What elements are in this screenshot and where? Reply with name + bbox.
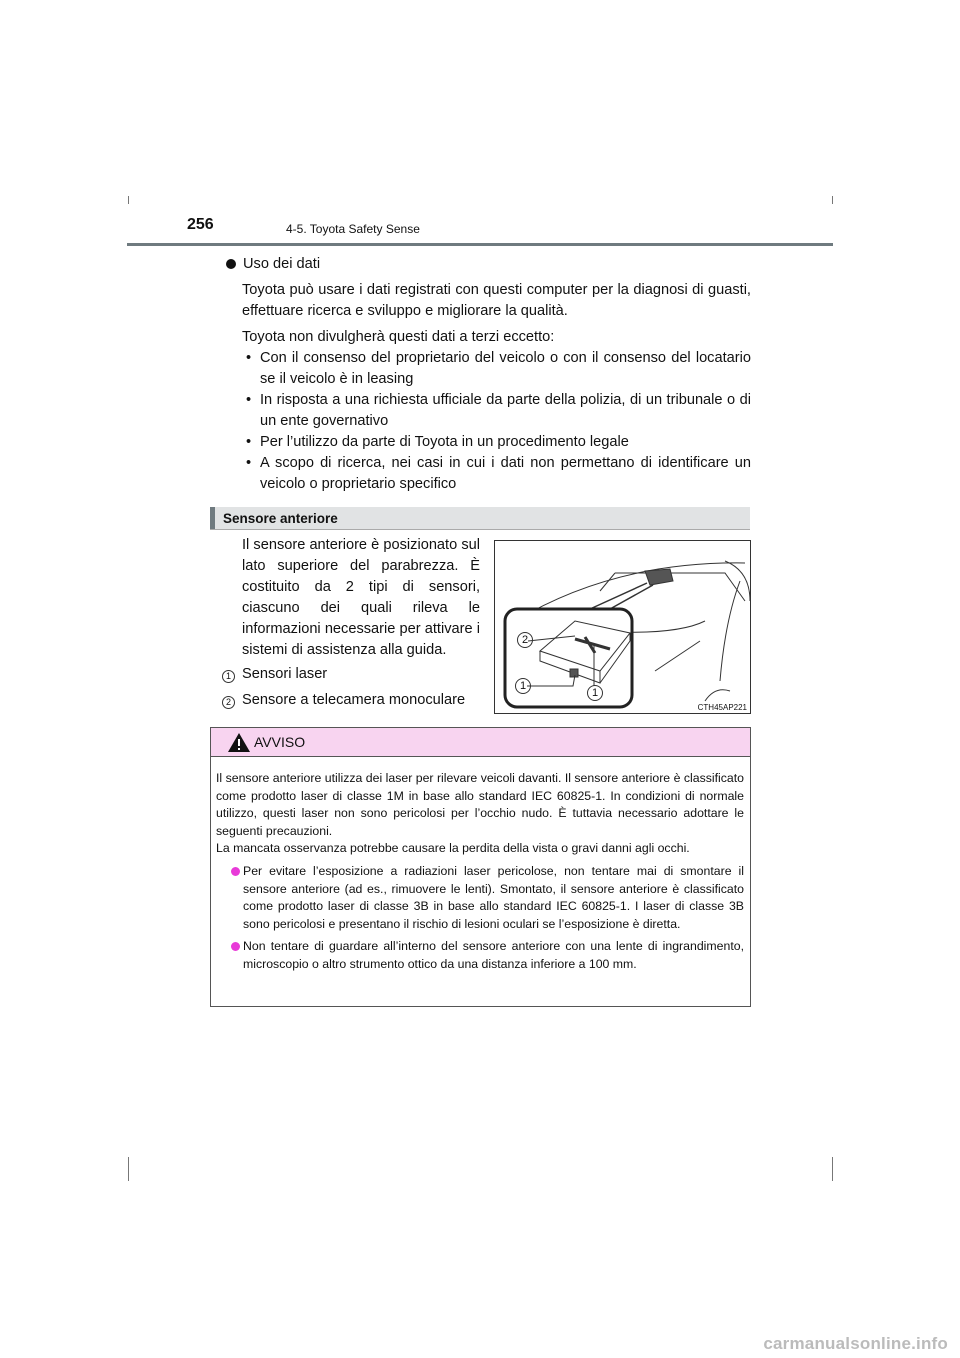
section-heading-text: Sensore anteriore xyxy=(223,511,338,526)
list-item: • A scopo di ricerca, nei casi in cui i dati non permettano di identificare un veicolo o proprietario specifico xyxy=(242,453,751,495)
list-item: • In risposta a una richiesta ufficiale da parte della polizia, di un tribunale o di un ente governativo xyxy=(242,390,751,432)
exceptions-list xyxy=(242,348,751,495)
section-title: 4-5. Toyota Safety Sense xyxy=(286,222,420,236)
list-item: • Per l’utilizzo da parte di Toyota in un procedimento legale xyxy=(242,432,751,453)
callout-1: 1 xyxy=(587,685,603,701)
callout-number: 1 xyxy=(222,670,235,683)
legend-label: Sensori laser xyxy=(242,666,328,682)
uso-paragraph-1: Toyota può usare i dati registrati con questi computer per la diagnosi di guasti, effettuare ricerca e sviluppo e migliorare la qualità. xyxy=(242,282,751,319)
uso-paragraph-2: Toyota non divulgherà questi dati a terzi eccetto: xyxy=(242,329,555,345)
warning-header xyxy=(211,728,750,757)
list-item: • Con il consenso del proprietario del veicolo o con il consenso del locatario se il veicolo è in leasing xyxy=(242,348,751,390)
page-number: 256 xyxy=(187,216,214,233)
crop-mark xyxy=(832,196,833,204)
crop-mark xyxy=(128,1157,129,1181)
figure-code: CTH45AP221 xyxy=(697,703,747,712)
sensor-description: Il sensore anteriore è posizionato sul lato superiore del parabrezza. È costituito da 2 tipi di sensori, ciascuno dei quali rileva le informazioni necessarie per attivare i sistemi di assistenza alla guida. xyxy=(242,537,480,658)
uso-dei-dati-section xyxy=(226,254,751,495)
watermark: carmanualsonline.info xyxy=(763,1334,948,1353)
pink-bullet-icon xyxy=(231,942,240,951)
crop-mark xyxy=(128,196,129,204)
warning-item xyxy=(216,938,744,973)
callout-1: 1 xyxy=(515,678,531,694)
pink-bullet-icon xyxy=(231,867,240,876)
header-rule xyxy=(127,243,833,246)
crop-mark xyxy=(832,1157,833,1181)
warning-title: AVVISO xyxy=(254,734,306,750)
warning-paragraph-2: La mancata osservanza potrebbe causare la perdita della vista o gravi danni agli occhi. xyxy=(216,841,690,856)
warning-triangle-icon xyxy=(228,733,250,752)
warning-paragraph-1: Il sensore anteriore utilizza dei laser per rilevare veicoli davanti. Il sensore anteriore è classificato come prodotto laser di classe 1M in base allo standard IEC 60825-1. In condizioni di normale utilizzo, questi laser non sono pericolosi per l’occhio nudo. È tuttavia necessario adottare le seguenti precauzioni. xyxy=(216,771,744,838)
warning-body xyxy=(211,757,750,974)
warning-item-text: Non tentare di guardare all’interno del sensore anteriore con una lente di ingrandimento, microscopio o altro strumento ottico da una distanza inferiore a 100 mm. xyxy=(243,939,744,971)
sensor-illustration xyxy=(494,540,751,714)
legend-label: Sensore a telecamera monoculare xyxy=(242,692,466,708)
windshield-drawing xyxy=(495,541,750,713)
heading-bar xyxy=(210,507,215,529)
uso-title: Uso dei dati xyxy=(243,256,321,272)
warning-item xyxy=(216,863,744,933)
bullet-icon xyxy=(226,259,236,269)
warning-item-text: Per evitare l’esposizione a radiazioni laser pericolose, non tentare mai di smontare il sensore anteriore (ad es., rimuovere le lenti). Smontato, il sensore anteriore è classificato come prodotto laser di classe 3B in base allo standard IEC 60825-1. I laser di classe 3B sono pericolosi e presentano il rischio di lesioni oculari se l’esposizione è diretta. xyxy=(243,863,744,931)
callout-number: 2 xyxy=(222,696,235,709)
callout-2: 2 xyxy=(517,632,533,648)
warning-box xyxy=(210,727,751,1007)
section-heading xyxy=(210,507,750,530)
